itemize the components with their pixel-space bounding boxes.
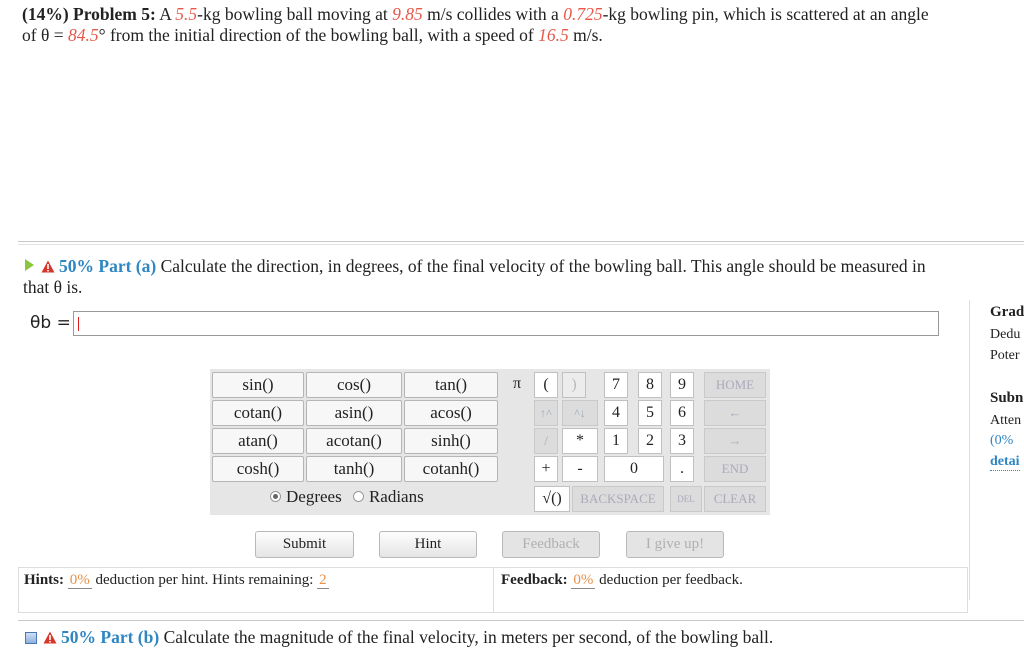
left-arrow-button[interactable]: ← xyxy=(704,400,766,426)
sqrt-button[interactable]: √() xyxy=(534,486,570,512)
up-button[interactable]: ↑^ xyxy=(534,400,558,426)
lparen-button[interactable]: ( xyxy=(534,372,558,398)
acos-button[interactable]: acos() xyxy=(404,400,498,426)
radians-label: Radians xyxy=(368,487,424,506)
minus-button[interactable]: - xyxy=(562,456,598,482)
digit-8-button[interactable]: 8 xyxy=(638,372,662,398)
answer-input[interactable] xyxy=(73,311,939,336)
problem-text: m/s. xyxy=(568,25,603,45)
hint-deduction-pct: 0% xyxy=(69,572,90,588)
divider xyxy=(18,241,1024,242)
text-caret xyxy=(78,317,79,331)
clear-button[interactable]: CLEAR xyxy=(704,486,766,512)
divider xyxy=(18,244,1024,245)
expand-triangle-icon[interactable] xyxy=(25,259,34,271)
problem-text: -kg bowling pin, which is scattered at an angle xyxy=(602,4,929,24)
digit-4-button[interactable]: 4 xyxy=(604,400,628,426)
cotanh-button[interactable]: cotanh() xyxy=(404,456,498,482)
problem-text: of θ = xyxy=(22,25,68,45)
potential-label: Poter xyxy=(990,348,1020,363)
divide-button[interactable]: / xyxy=(534,428,558,454)
hints-text: deduction per hint. Hints remaining: xyxy=(91,572,318,588)
tanh-button[interactable]: tanh() xyxy=(306,456,402,482)
angle-value: 84.5 xyxy=(67,25,99,45)
radians-radio[interactable] xyxy=(353,491,364,502)
grade-panel xyxy=(969,300,1024,600)
asin-button[interactable]: asin() xyxy=(306,400,402,426)
submissions-label: Subn xyxy=(990,390,1024,406)
problem-text: m/s collides with a xyxy=(422,4,564,24)
angle-mode xyxy=(270,487,424,507)
digit-3-button[interactable]: 3 xyxy=(670,428,694,454)
end-button[interactable]: END xyxy=(704,456,766,482)
degrees-label: Degrees xyxy=(286,487,342,506)
ball-mass-value: 5.5 xyxy=(175,4,198,24)
attempts-label: Atten xyxy=(990,413,1022,428)
part-a-percent: 50% Part (a) xyxy=(59,256,157,276)
problem-text: A xyxy=(155,4,176,24)
right-arrow-button[interactable]: → xyxy=(704,428,766,454)
problem-statement xyxy=(22,4,1022,46)
home-button[interactable]: HOME xyxy=(704,372,766,398)
details-link[interactable]: detai xyxy=(990,454,1020,469)
feedback-text: deduction per feedback. xyxy=(595,572,743,588)
down-button[interactable]: ^↓ xyxy=(562,400,598,426)
problem-text: -kg bowling ball moving at xyxy=(197,4,393,24)
submit-button[interactable]: Submit xyxy=(255,531,354,558)
hints-info xyxy=(24,572,329,589)
part-b-header[interactable] xyxy=(25,627,773,648)
hints-remaining: 2 xyxy=(319,572,327,588)
part-a-question: Calculate the direction, in degrees, of the final velocity of the bowling ball. This angle should be measured in xyxy=(156,256,926,276)
plus-button[interactable]: + xyxy=(534,456,558,482)
number-keypad xyxy=(500,369,770,515)
digit-1-button[interactable]: 1 xyxy=(604,428,628,454)
backspace-button[interactable]: BACKSPACE xyxy=(572,486,664,512)
part-a-header[interactable] xyxy=(25,256,926,298)
warning-icon xyxy=(43,631,57,644)
give-up-button[interactable]: I give up! xyxy=(626,531,724,558)
problem-title: (14%) Problem 5: xyxy=(22,4,156,24)
divider xyxy=(493,567,494,613)
digit-9-button[interactable]: 9 xyxy=(670,372,694,398)
feedback-button[interactable]: Feedback xyxy=(502,531,600,558)
part-b-question: Calculate the magnitude of the final velocity, in meters per second, of the bowling ball. xyxy=(159,627,774,647)
answer-label: θb = xyxy=(30,313,71,333)
acotan-button[interactable]: acotan() xyxy=(306,428,402,454)
ball-speed-value: 9.85 xyxy=(392,4,423,24)
digit-6-button[interactable]: 6 xyxy=(670,400,694,426)
sinh-button[interactable]: sinh() xyxy=(404,428,498,454)
atan-button[interactable]: atan() xyxy=(212,428,304,454)
digit-2-button[interactable]: 2 xyxy=(638,428,662,454)
decimal-button[interactable]: . xyxy=(670,456,694,482)
delete-button[interactable]: DEL xyxy=(670,486,702,512)
part-a-question-cont: that θ is. xyxy=(23,277,83,297)
digit-5-button[interactable]: 5 xyxy=(638,400,662,426)
digit-7-button[interactable]: 7 xyxy=(604,372,628,398)
collapse-icon[interactable] xyxy=(25,632,37,644)
cosh-button[interactable]: cosh() xyxy=(212,456,304,482)
multiply-button[interactable]: * xyxy=(562,428,598,454)
feedback-label: Feedback: xyxy=(501,572,568,588)
sin-button[interactable]: sin() xyxy=(212,372,304,398)
warning-icon xyxy=(41,260,55,273)
feedback-deduction-pct: 0% xyxy=(573,572,594,588)
rparen-button[interactable]: ) xyxy=(562,372,586,398)
pi-button[interactable]: π xyxy=(512,375,522,392)
problem-text: ° from the initial direction of the bowling ball, with a speed of xyxy=(98,25,539,45)
tan-button[interactable]: tan() xyxy=(404,372,498,398)
hints-label: Hints: xyxy=(24,572,65,588)
grade-summary-label: Grad xyxy=(990,304,1024,320)
pin-speed-value: 16.5 xyxy=(538,25,569,45)
pin-mass-value: 0.725 xyxy=(563,4,603,24)
part-b-percent: 50% Part (b) xyxy=(61,627,160,647)
attempts-pct: (0% xyxy=(990,433,1014,448)
degrees-radio[interactable] xyxy=(270,491,281,502)
divider xyxy=(18,620,1024,621)
cos-button[interactable]: cos() xyxy=(306,372,402,398)
deductions-label: Dedu xyxy=(990,327,1021,342)
cotan-button[interactable]: cotan() xyxy=(212,400,304,426)
hint-button[interactable]: Hint xyxy=(379,531,477,558)
feedback-info xyxy=(501,572,743,589)
digit-0-button[interactable]: 0 xyxy=(604,456,664,482)
